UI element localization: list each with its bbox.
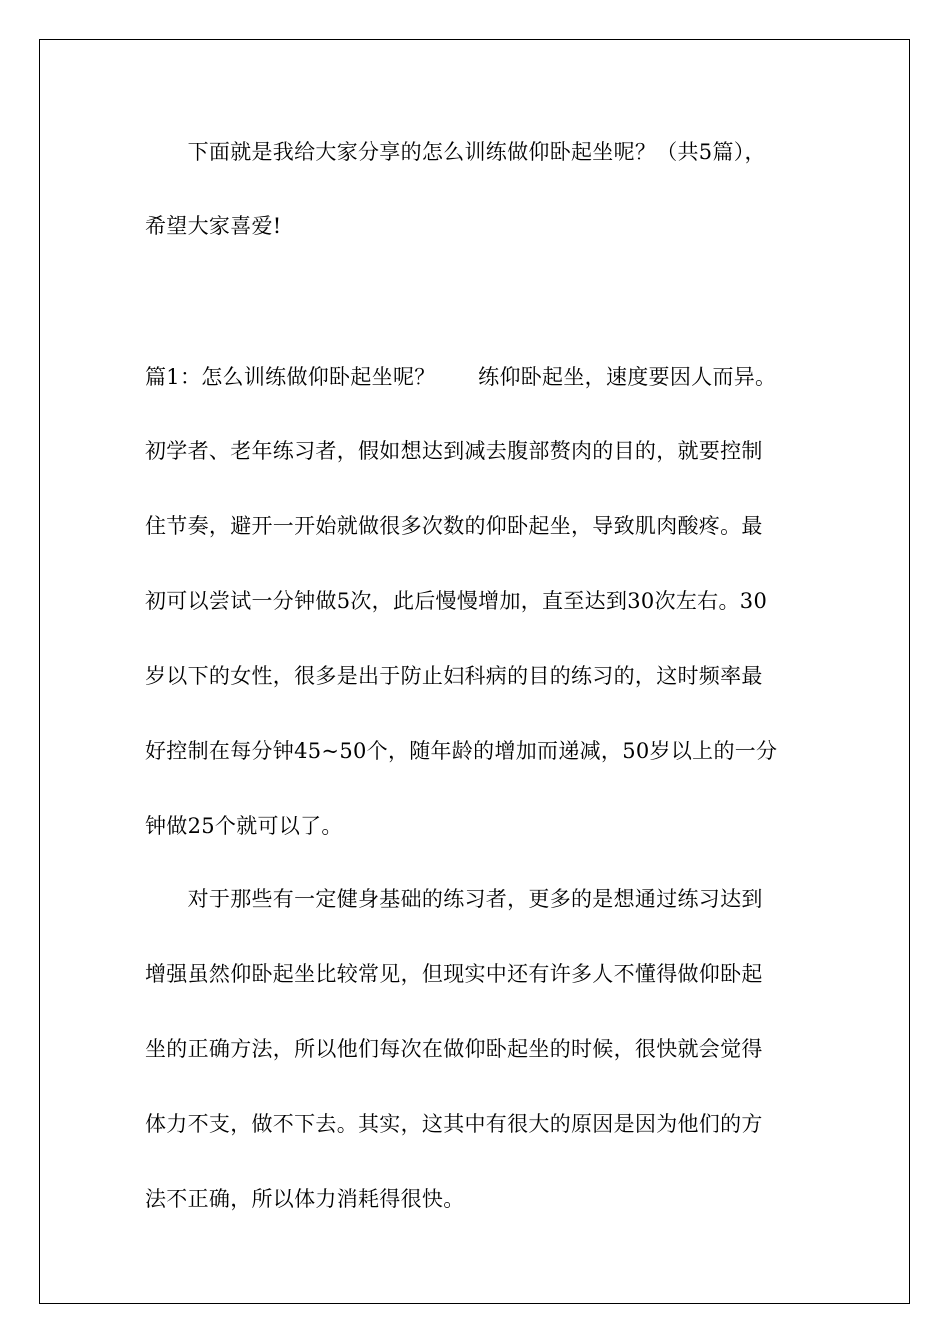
- text-line-p1-6: 好控制在每分钟45~50个，随年龄的增加而递减，50岁以上的一分: [145, 739, 778, 763]
- text-line-p1-3: 住节奏，避开一开始就做很多次数的仰卧起坐，导致肌肉酸疼。最: [145, 514, 763, 538]
- text-line-intro-2: 希望大家喜爱!: [145, 214, 282, 238]
- text-line-p1-2: 初学者、老年练习者，假如想达到减去腹部赘肉的目的，就要控制: [145, 439, 763, 463]
- text-line-p1-7: 钟做25个就可以了。: [145, 814, 343, 838]
- text-line-p2-5: 法不正确，所以体力消耗得很快。: [145, 1187, 465, 1211]
- text-line-p2-4: 体力不支，做不下去。其实，这其中有很大的原因是因为他们的方: [145, 1112, 763, 1136]
- text-line-p1-1: 篇1：怎么训练做仰卧起坐呢？ 练仰卧起坐，速度要因人而异。: [145, 365, 777, 389]
- text-line-p2-3: 坐的正确方法，所以他们每次在做仰卧起坐的时候，很快就会觉得: [145, 1037, 763, 1061]
- text-line-p1-4: 初可以尝试一分钟做5次，此后慢慢增加，直至达到30次左右。30: [145, 589, 768, 613]
- text-line-p2-2: 增强虽然仰卧起坐比较常见，但现实中还有许多人不懂得做仰卧起: [145, 962, 763, 986]
- text-line-intro-1: 下面就是我给大家分享的怎么训练做仰卧起坐呢？（共5篇），: [145, 140, 766, 164]
- text-line-p1-5: 岁以下的女性，很多是出于防止妇科病的目的练习的，这时频率最: [145, 664, 763, 688]
- text-line-p2-1: 对于那些有一定健身基础的练习者，更多的是想通过练习达到: [145, 887, 763, 911]
